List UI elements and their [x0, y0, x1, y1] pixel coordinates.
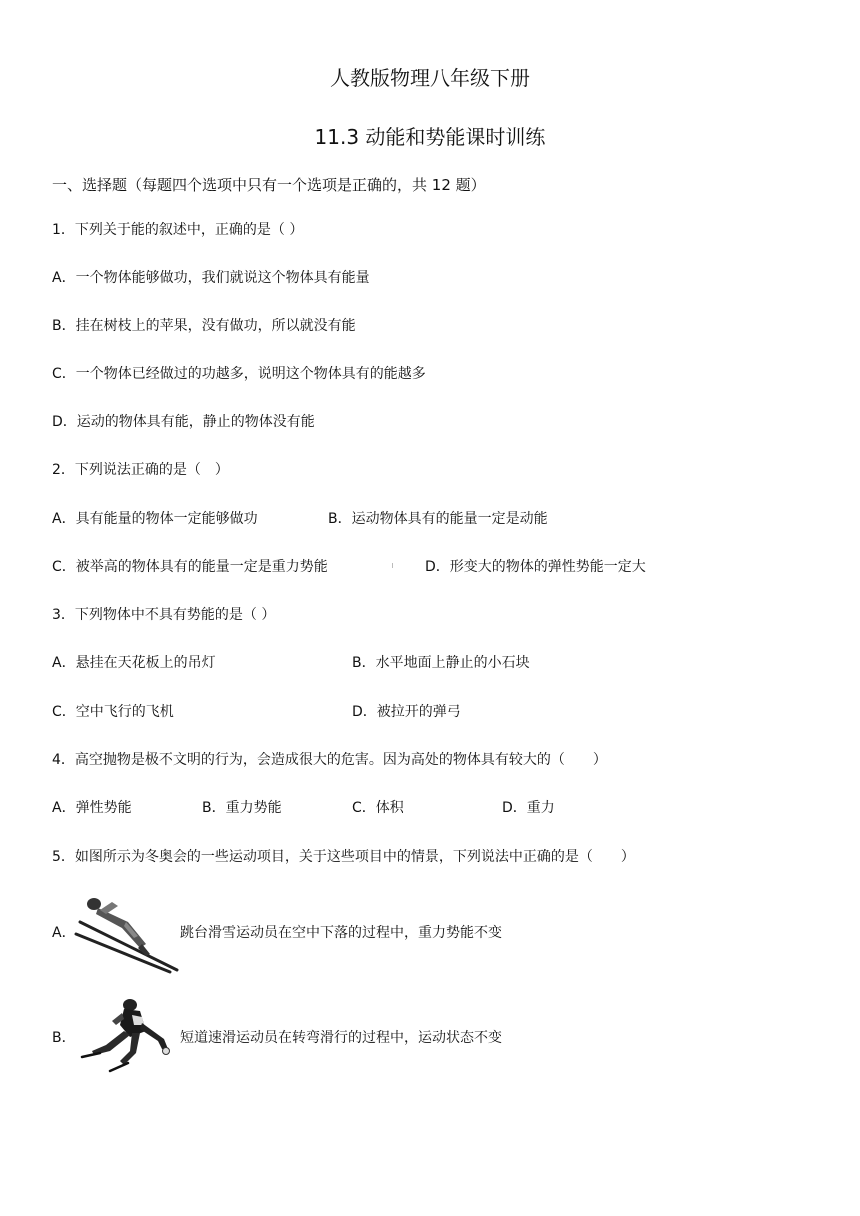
question-5-stem: 5．如图所示为冬奥会的一些运动项目，关于这些项目中的情景，下列说法中正确的是（ ） — [52, 849, 635, 865]
question-1-option-d: D．运动的物体具有能，静止的物体没有能 — [52, 414, 315, 430]
speed-skater-image — [80, 995, 175, 1075]
question-3-stem: 3．下列物体中不具有势能的是（ ） — [52, 607, 276, 623]
question-5-option-b-text: 短道速滑运动员在转弯滑行的过程中，运动状态不变 — [180, 1030, 502, 1046]
question-5-option-a-text: 跳台滑雪运动员在空中下落的过程中，重力势能不变 — [180, 925, 502, 941]
question-1-option-c: C．一个物体已经做过的功越多，说明这个物体具有的能越多 — [52, 366, 426, 382]
ski-jumper-image — [72, 892, 182, 974]
question-2-stem: 2．下列说法正确的是（ ） — [52, 462, 229, 478]
question-3-option-a: A．悬挂在天花板上的吊灯 — [52, 655, 216, 671]
question-5-option-b-letter: B． — [52, 1030, 76, 1046]
question-2-option-c: C．被举高的物体具有的能量一定是重力势能 — [52, 559, 328, 575]
question-5-option-a-letter: A． — [52, 925, 76, 941]
question-4-option-d: D．重力 — [502, 800, 555, 816]
question-1-option-a: A．一个物体能够做功，我们就说这个物体具有能量 — [52, 270, 370, 286]
question-1-stem: 1．下列关于能的叙述中，正确的是（ ） — [52, 222, 304, 238]
question-4-option-c: C．体积 — [352, 800, 404, 816]
question-4-option-b: B．重力势能 — [202, 800, 282, 816]
question-2-option-d: D．形变大的物体的弹性势能一定大 — [425, 559, 646, 575]
question-2-option-b: B．运动物体具有的能量一定是动能 — [328, 511, 548, 527]
question-4-stem: 4．高空抛物是极不文明的行为，会造成很大的危害。因为高处的物体具有较大的（ ） — [52, 752, 607, 768]
question-2-option-a: A．具有能量的物体一定能够做功 — [52, 511, 258, 527]
lesson-subtitle: 11.3 动能和势能课时训练 — [314, 125, 546, 149]
question-3-option-b: B．水平地面上静止的小石块 — [352, 655, 530, 671]
scan-artifact-mark — [392, 563, 393, 568]
section-heading: 一、选择题（每题四个选项中只有一个选项是正确的，共 12 题） — [52, 176, 486, 194]
question-4-option-a: A．弹性势能 — [52, 800, 132, 816]
question-1-option-b: B．挂在树枝上的苹果，没有做功，所以就没有能 — [52, 318, 356, 334]
question-3-option-c: C．空中飞行的飞机 — [52, 704, 174, 720]
document-title: 人教版物理八年级下册 — [330, 66, 530, 90]
question-3-option-d: D．被拉开的弹弓 — [352, 704, 461, 720]
